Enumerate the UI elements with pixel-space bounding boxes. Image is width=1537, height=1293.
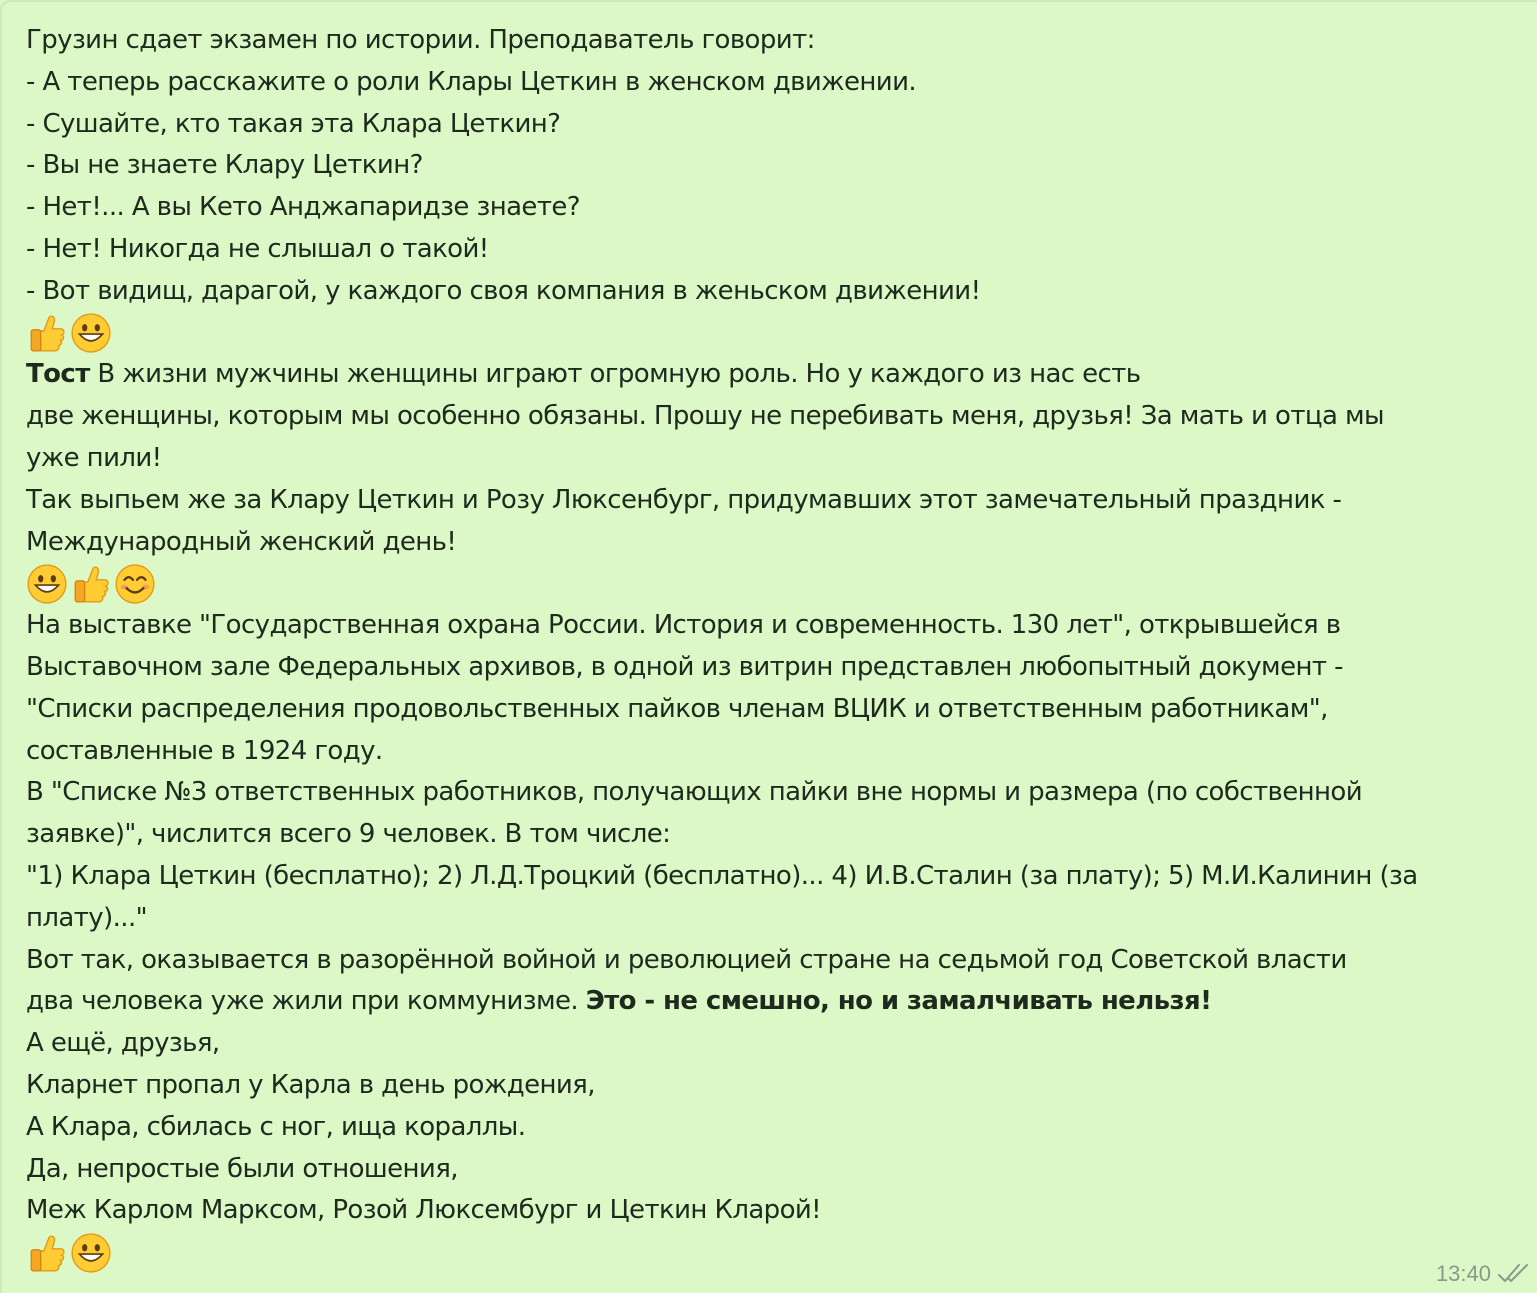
poem-line: Меж Карлом Марксом, Розой Люксембург и Цеткин Кларой! xyxy=(26,1195,822,1226)
message-line xyxy=(26,981,1537,1023)
message-line: составленные в 1924 году. xyxy=(26,735,383,766)
message-time: 13:40 xyxy=(1435,1261,1491,1286)
message-line: - Нет!... А вы Кето Анджапаридзе знаете? xyxy=(26,192,580,223)
poem-line: А Клара, сбилась с ног, ища кораллы. xyxy=(26,1111,526,1142)
thumbs-up-icon xyxy=(26,1232,68,1274)
message-line: Грузин сдает экзамен по истории. Преподаватель говорит: xyxy=(26,25,815,55)
message-text-bold: Это - не смешно, но и замалчивать нельзя! xyxy=(585,986,1212,1017)
emoji-row xyxy=(26,1232,1537,1274)
message-line xyxy=(26,354,1537,396)
message-line: На выставке "Государственная охрана России. История и современность. 130 лет", открывшейся в xyxy=(26,610,1341,641)
message-line: - Нет! Никогда не слышал о такой! xyxy=(26,233,489,264)
smiling-face-icon xyxy=(114,563,156,605)
message-line: Международный женский день! xyxy=(26,526,457,557)
message-line: "1) Клара Цеткин (бесплатно); 2) Л.Д.Троцкий (бесплатно)... 4) И.В.Сталин (за плату); 5) М.И.Калинин (за xyxy=(26,860,1418,891)
message-line: "Списки распределения продовольственных пайков членам ВЦИК и ответственным работникам", xyxy=(26,693,1328,724)
emoji-row xyxy=(26,563,1537,605)
message-line: - Вот видищ, дарагой, у каждого своя компания в женьском движении! xyxy=(26,275,981,306)
emoji-row xyxy=(26,313,1537,355)
message-line: В "Списке №3 ответственных работников, получающих пайки вне нормы и размера (по собственной xyxy=(26,777,1363,808)
poem-line: Кларнет пропал у Карла в день рождения, xyxy=(26,1069,595,1100)
message-line: - Вы не знаете Клару Цеткин? xyxy=(26,150,423,181)
grinning-face-icon xyxy=(70,1232,112,1274)
message-line: Так выпьем же за Клару Цеткин и Розу Люксенбург, придумавших этот замечательный праздник - xyxy=(26,484,1342,515)
double-check-icon xyxy=(1497,1262,1533,1286)
message-line: плату)..." xyxy=(26,902,147,933)
message-line: заявке)", числится всего 9 человек. В том числе: xyxy=(26,819,671,850)
toast-label: Тост xyxy=(26,359,90,390)
message-line: Выставочном зале Федеральных архивов, в одной из витрин представлен любопытный документ - xyxy=(26,651,1343,682)
grinning-face-icon xyxy=(70,312,112,354)
thumbs-up-icon xyxy=(26,312,68,354)
message-meta xyxy=(1436,1261,1533,1287)
poem-line: Да, непростые были отношения, xyxy=(26,1153,458,1184)
thumbs-up-icon xyxy=(70,563,112,605)
poem-line: А ещё, друзья, xyxy=(26,1028,220,1059)
grinning-face-icon xyxy=(26,563,68,605)
message-line: две женщины, которым мы особенно обязаны. Прошу не перебивать меня, друзья! За мать и отца мы xyxy=(26,401,1384,432)
message-text xyxy=(26,20,1537,1274)
message-line: - Сушайте, кто такая эта Клара Цеткин? xyxy=(26,108,561,139)
message-line: - А теперь расскажите о роли Клары Цеткин в женском движении. xyxy=(26,66,917,97)
message-line: уже пили! xyxy=(26,442,162,473)
message-text-plain: два человека уже жили при коммунизме. xyxy=(26,986,586,1017)
message-line: Вот так, оказывается в разорённой войной и революцией стране на седьмой год Советской власти xyxy=(26,944,1347,975)
toast-text: В жизни мужчины женщины играют огромную роль. Но у каждого из нас есть xyxy=(89,359,1141,390)
